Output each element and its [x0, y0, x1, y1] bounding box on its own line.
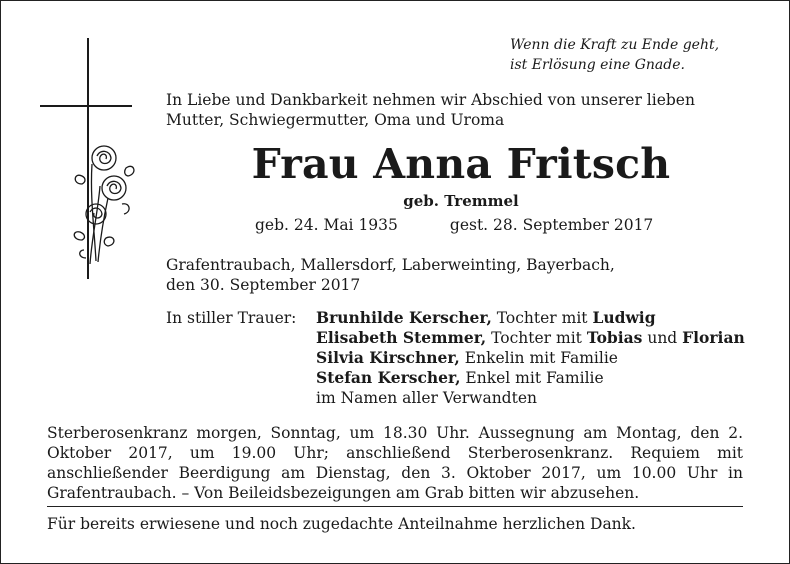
mourner-name: Stefan Kerscher, — [316, 368, 461, 387]
places-and-date — [166, 255, 756, 295]
maiden-name: geb. Tremmel — [403, 192, 519, 210]
mourner-relation: Tochter mit — [491, 309, 593, 327]
funeral-notice: Sterberosenkranz morgen, Sonntag, um 18.30 Uhr. Aussegnung am Montag, den 2. Oktober 2017, um 19.00 Uhr; anschließend Sterberosenkranz. Requiem mit anschließender Beerdigung am Dienstag, den 3. Oktober 2017, um 10.00 Uhr in Grafentraubach. – Von Beileidsbezeigungen am Grab bitten wir abzusehen. — [47, 424, 743, 502]
mourner-closing: im Namen aller Verwandten — [316, 389, 537, 407]
motto-line: ist Erlösung eine Gnade. — [510, 57, 685, 73]
mourner-row — [316, 368, 756, 388]
death-date: gest. 28. September 2017 — [449, 216, 654, 234]
cross-with-roses-icon — [40, 36, 140, 281]
mourner-partner: Florian — [682, 328, 745, 347]
mourner-name: Brunhilde Kerscher, — [316, 308, 492, 327]
mourner-partner: Tobias — [586, 328, 643, 347]
mourner-name: Silvia Kirschner, — [316, 348, 460, 367]
mourner-name: Elisabeth Stemmer, — [316, 328, 487, 347]
mourner-list — [316, 308, 756, 408]
mourner-connector: und — [642, 329, 683, 347]
deceased-name: Frau Anna Fritsch — [251, 140, 671, 188]
thanks-text: Für bereits erwiesene und noch zugedachte Anteilnahme herzlichen Dank. — [47, 515, 636, 533]
life-dates — [255, 215, 755, 235]
mourner-relation: Enkelin mit Familie — [459, 349, 618, 367]
birth-date: geb. 24. Mai 1935 — [255, 216, 398, 234]
mourner-row — [316, 348, 756, 368]
mourner-row — [316, 308, 756, 328]
intro-text: In Liebe und Dankbarkeit nehmen wir Abschied von unserer lieben Mutter, Schwiegermutter, Oma und Uroma — [166, 91, 695, 129]
mourning-label: In stiller Trauer: — [166, 309, 297, 327]
mourner-relation: Tochter mit — [486, 329, 587, 347]
mourner-partner: Ludwig — [592, 308, 656, 327]
divider — [47, 506, 743, 507]
date-line: den 30. September 2017 — [166, 276, 361, 294]
places-line: Grafentraubach, Mallersdorf, Laberweinting, Bayerbach, — [166, 256, 615, 274]
motto-quote — [510, 35, 770, 75]
motto-line: Wenn die Kraft zu Ende geht, — [510, 37, 720, 53]
mourner-relation: Enkel mit Familie — [460, 369, 604, 387]
mourner-row — [316, 328, 756, 348]
